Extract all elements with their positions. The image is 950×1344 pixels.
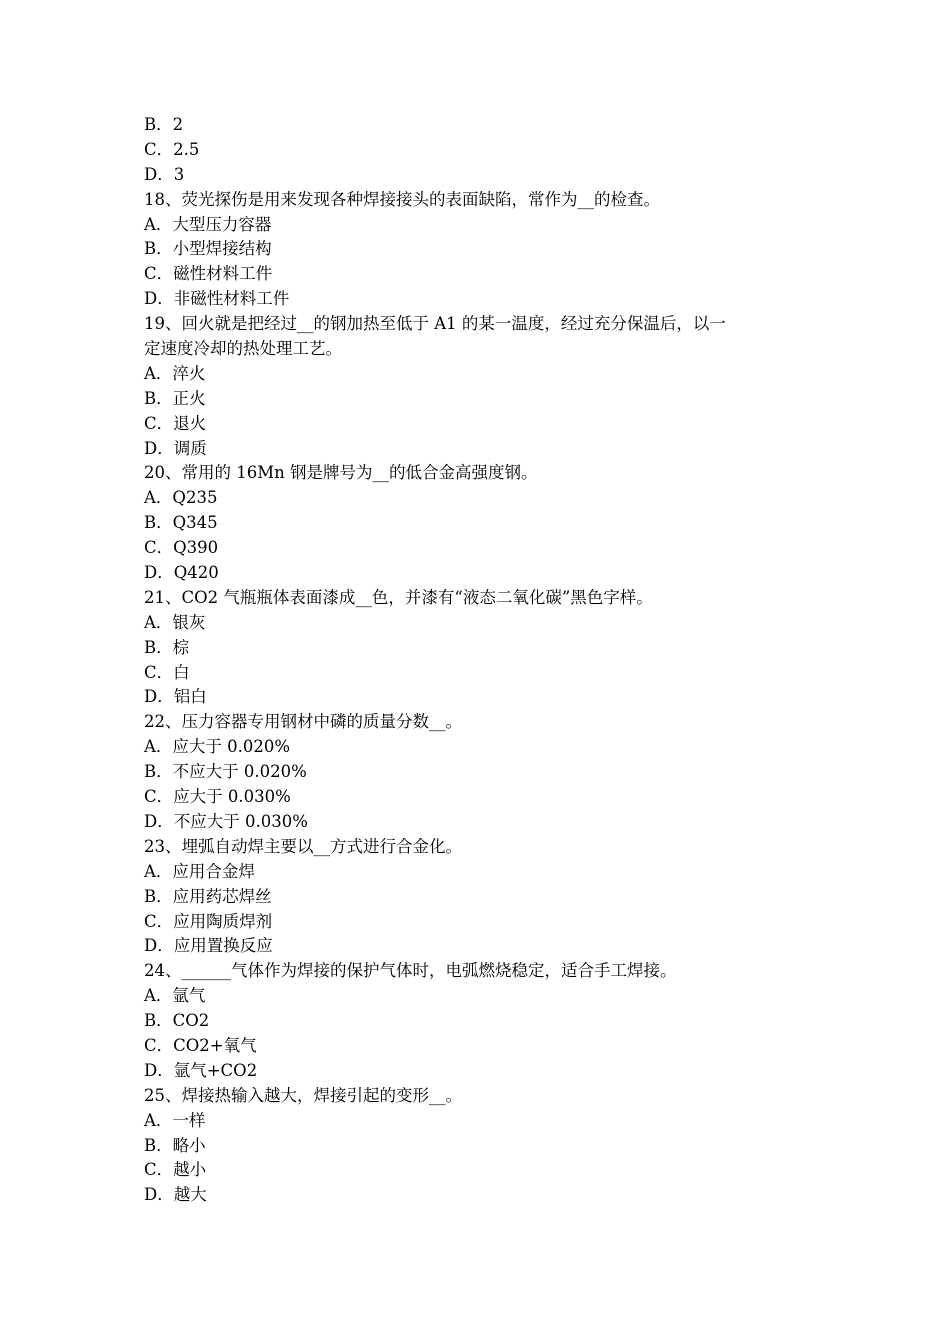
option-line: B．小型焊接结构: [144, 239, 272, 259]
option-line: D．应用置换反应: [144, 936, 273, 956]
option-line: A．银灰: [144, 612, 206, 632]
option-line: C．退火: [144, 413, 207, 433]
option-line: D．不应大于 0.030%: [144, 811, 308, 831]
question-text-continued: 定速度冷却的热处理工艺。: [144, 339, 342, 359]
question-23: [144, 835, 824, 959]
option-line: A．应大于 0.020%: [144, 737, 291, 757]
option-line: B．Q345: [144, 513, 218, 533]
option-line: A．氩气: [144, 986, 206, 1006]
option-line: A．大型压力容器: [144, 214, 272, 234]
option-line: C．越小: [144, 1160, 207, 1180]
option-line: C．磁性材料工件: [144, 264, 273, 284]
option-line: B．不应大于 0.020%: [144, 762, 307, 782]
question-25: [144, 1084, 824, 1208]
document-page: [144, 113, 824, 1208]
question-text: 25、焊接热输入越大，焊接引起的变形__。: [144, 1085, 462, 1105]
question-text: 23、埋弧自动焊主要以__方式进行合金化。: [144, 836, 462, 856]
option-line: B．CO2: [144, 1011, 210, 1031]
question-21: [144, 586, 824, 710]
question-text: 19、回火就是把经过__的钢加热至低于 A1 的某一温度，经过充分保温后，以一: [144, 314, 726, 334]
question-text: 21、CO2 气瓶瓶体表面漆成__色，并漆有“液态二氧化碳”黑色字样。: [144, 587, 653, 607]
question-22: [144, 710, 824, 834]
option-line: B．应用药芯焊丝: [144, 886, 272, 906]
option-line: B．略小: [144, 1135, 206, 1155]
option-line: B．棕: [144, 637, 190, 657]
option-line: A．一样: [144, 1110, 206, 1130]
option-line: D．3: [144, 164, 185, 184]
option-line: C．应用陶质焊剂: [144, 911, 273, 931]
question-24: [144, 959, 824, 1083]
option-line: D．铝白: [144, 687, 207, 707]
option-line: B．正火: [144, 388, 206, 408]
option-line: C．应大于 0.030%: [144, 787, 291, 807]
option-line: D．非磁性材料工件: [144, 289, 290, 309]
option-line: A．淬火: [144, 363, 206, 383]
option-line: C．CO2+氧气: [144, 1035, 257, 1055]
question-text: 24、______气体作为焊接的保护气体时，电弧燃烧稳定，适合手工焊接。: [144, 961, 677, 981]
option-line: D．越大: [144, 1185, 207, 1205]
option-line: B．2: [144, 115, 184, 134]
continued-options: [144, 113, 824, 188]
question-20: [144, 461, 824, 585]
question-text: 18、荧光探伤是用来发现各种焊接接头的表面缺陷，常作为__的检查。: [144, 189, 660, 209]
option-line: D．氩气+CO2: [144, 1060, 258, 1080]
option-line: D．Q420: [144, 563, 219, 583]
option-line: C．Q390: [144, 538, 219, 558]
question-18: [144, 188, 824, 312]
option-line: C．2.5: [144, 139, 200, 159]
option-line: A．Q235: [144, 488, 218, 508]
option-line: A．应用合金焊: [144, 861, 255, 881]
question-text: 20、常用的 16Mn 钢是牌号为__的低合金高强度钢。: [144, 463, 538, 483]
question-19: [144, 312, 824, 461]
option-line: D．调质: [144, 438, 207, 458]
option-line: C．白: [144, 662, 190, 682]
question-text: 22、压力容器专用钢材中磷的质量分数__。: [144, 712, 462, 732]
